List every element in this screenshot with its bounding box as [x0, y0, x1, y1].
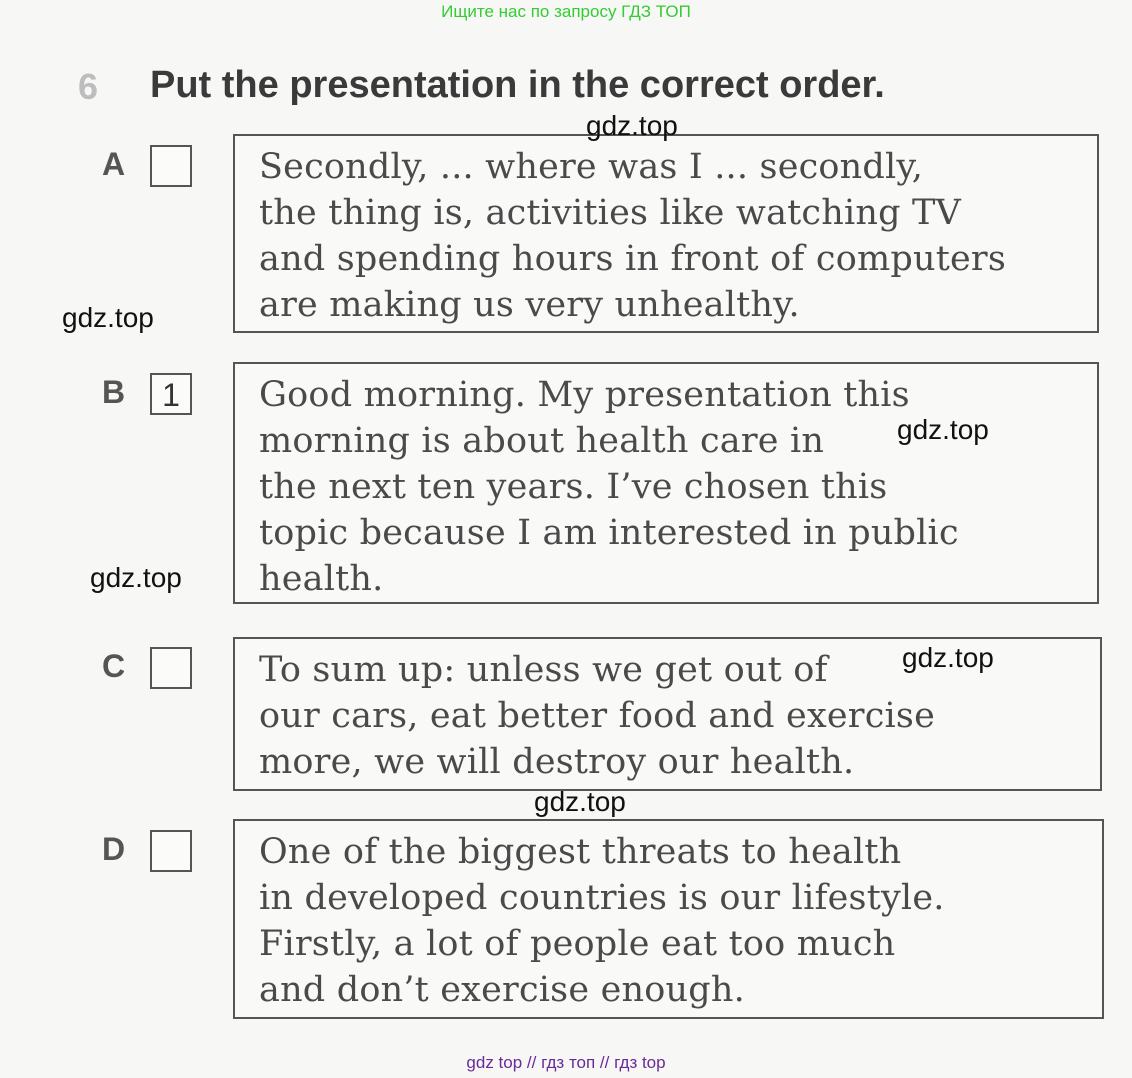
- watermark: gdz.top: [902, 642, 994, 673]
- item-text-a: Secondly, ... where was I ... secondly, the thing is, activities like watching TV and spending hours in front of computers are making us very unhealthy.: [259, 147, 1006, 325]
- item-letter-d: D: [102, 831, 126, 867]
- watermark: gdz.top: [586, 110, 678, 141]
- exercise-title: Put the presentation in the correct order.: [150, 64, 885, 106]
- item-letter-a: A: [102, 146, 126, 182]
- answer-box-d[interactable]: [150, 830, 192, 872]
- footer-links[interactable]: gdz top // гдз топ // гдз top: [466, 1053, 666, 1072]
- watermark: gdz.top: [897, 414, 989, 445]
- watermark: gdz.top: [534, 786, 626, 817]
- text-frame-d: [233, 819, 1104, 1019]
- text-frame-a: [233, 134, 1099, 333]
- site-banner[interactable]: Ищите нас по запросу ГДЗ ТОП: [441, 2, 691, 21]
- watermark: gdz.top: [62, 302, 154, 333]
- item-text-c: To sum up: unless we get out of our cars, eat better food and exercise more, we will destroy our health.: [259, 650, 936, 782]
- item-letter-c: C: [102, 648, 126, 684]
- answer-box-c[interactable]: [150, 647, 192, 689]
- item-letter-b: B: [102, 374, 126, 410]
- answer-box-b[interactable]: 1: [150, 373, 192, 415]
- item-text-b: Good morning. My presentation this morning is about health care in the next ten years. I’ve chosen this topic because I am interested in public health.: [259, 375, 959, 599]
- watermark: gdz.top: [90, 562, 182, 593]
- item-text-d: One of the biggest threats to health in developed countries is our lifestyle. Firstly, a lot of people eat too much and don’t exercise enough.: [259, 832, 945, 1010]
- exercise-number: 6: [78, 66, 99, 107]
- answer-box-a[interactable]: [150, 145, 192, 187]
- text-frame-b: [233, 362, 1099, 604]
